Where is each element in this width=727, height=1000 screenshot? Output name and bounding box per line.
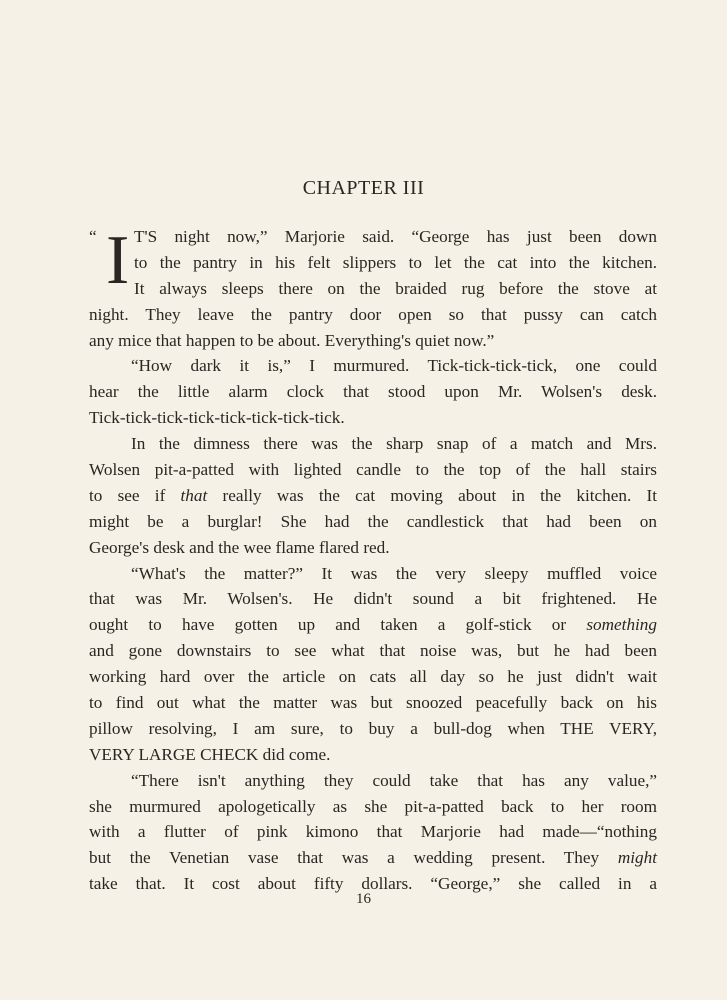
text-line: night. They leave the pantry door open so that pussy can catch — [89, 304, 657, 324]
text-line: Wolsen pit-a-patted with lighted candle to the top of the hall stairs — [89, 460, 657, 480]
text-line: that was Mr. Wolsen's. He didn't sound a bit frightened. He — [89, 589, 657, 609]
text-line: “There isn't anything they could take that has any value,” — [131, 770, 657, 790]
chapter-heading: CHAPTER III — [302, 177, 425, 199]
text-line: to the pantry in his felt slippers to let the cat into the kitchen. — [134, 252, 657, 272]
text-line: In the dimness there was the sharp snap of a match and Mrs. — [131, 434, 657, 454]
text-fragment: to see if — [89, 485, 181, 505]
text-line: hear the little alarm clock that stood upon Mr. Wolsen's desk. — [89, 382, 657, 402]
emphasis-word: might — [617, 848, 657, 868]
text-line: George's desk and the wee flame flared red. — [89, 537, 390, 557]
text-line-with-emphasis — [89, 845, 657, 871]
page-number: 16 — [356, 891, 371, 907]
text-line-with-emphasis — [89, 483, 657, 509]
text-line: any mice that happen to be about. Everything's quiet now.” — [89, 330, 495, 350]
drop-cap-group — [89, 224, 657, 302]
text-line: It always sleeps there on the braided rug before the stove at — [134, 278, 657, 298]
body-text — [89, 224, 657, 897]
text-line: take that. It cost about fifty dollars. “George,” she called in a — [89, 874, 657, 894]
text-line: pillow resolving, I am sure, to buy a bull-dog when THE VERY, — [89, 718, 657, 738]
text-line: might be a burglar! She had the candlestick that had been on — [89, 511, 657, 531]
text-line: “How dark it is,” I murmured. Tick-tick-tick-tick, one could — [131, 356, 657, 376]
text-line: “What's the matter?” It was the very sleepy muffled voice — [131, 563, 657, 583]
emphasis-word: that — [180, 485, 208, 505]
opening-quote: “ — [89, 227, 97, 246]
text-line: T'S night now,” Marjorie said. “George has just been down — [134, 227, 657, 246]
text-line: Tick-tick-tick-tick-tick-tick-tick-tick. — [89, 408, 345, 428]
text-line: working hard over the article on cats all day so he just didn't wait — [89, 667, 657, 687]
text-line: VERY LARGE CHECK did come. — [89, 744, 331, 764]
text-fragment: ought to have gotten up and taken a golf-stick or — [89, 615, 587, 635]
text-line: to find out what the matter was but snoozed peacefully back on his — [89, 693, 657, 713]
emphasis-word: something — [586, 615, 657, 635]
text-fragment: but the Venetian vase that was a wedding present. They — [89, 848, 618, 868]
text-line: and gone downstairs to see what that noise was, but he had been — [89, 641, 657, 661]
text-line: with a flutter of pink kimono that Marjorie had made—“nothing — [89, 822, 657, 842]
text-line-with-emphasis — [89, 612, 657, 638]
drop-cap-letter: I — [106, 222, 130, 299]
text-line: she murmured apologetically as she pit-a-patted back to her room — [89, 796, 657, 816]
text-fragment: really was the cat moving about in the kitchen. It — [207, 485, 657, 505]
